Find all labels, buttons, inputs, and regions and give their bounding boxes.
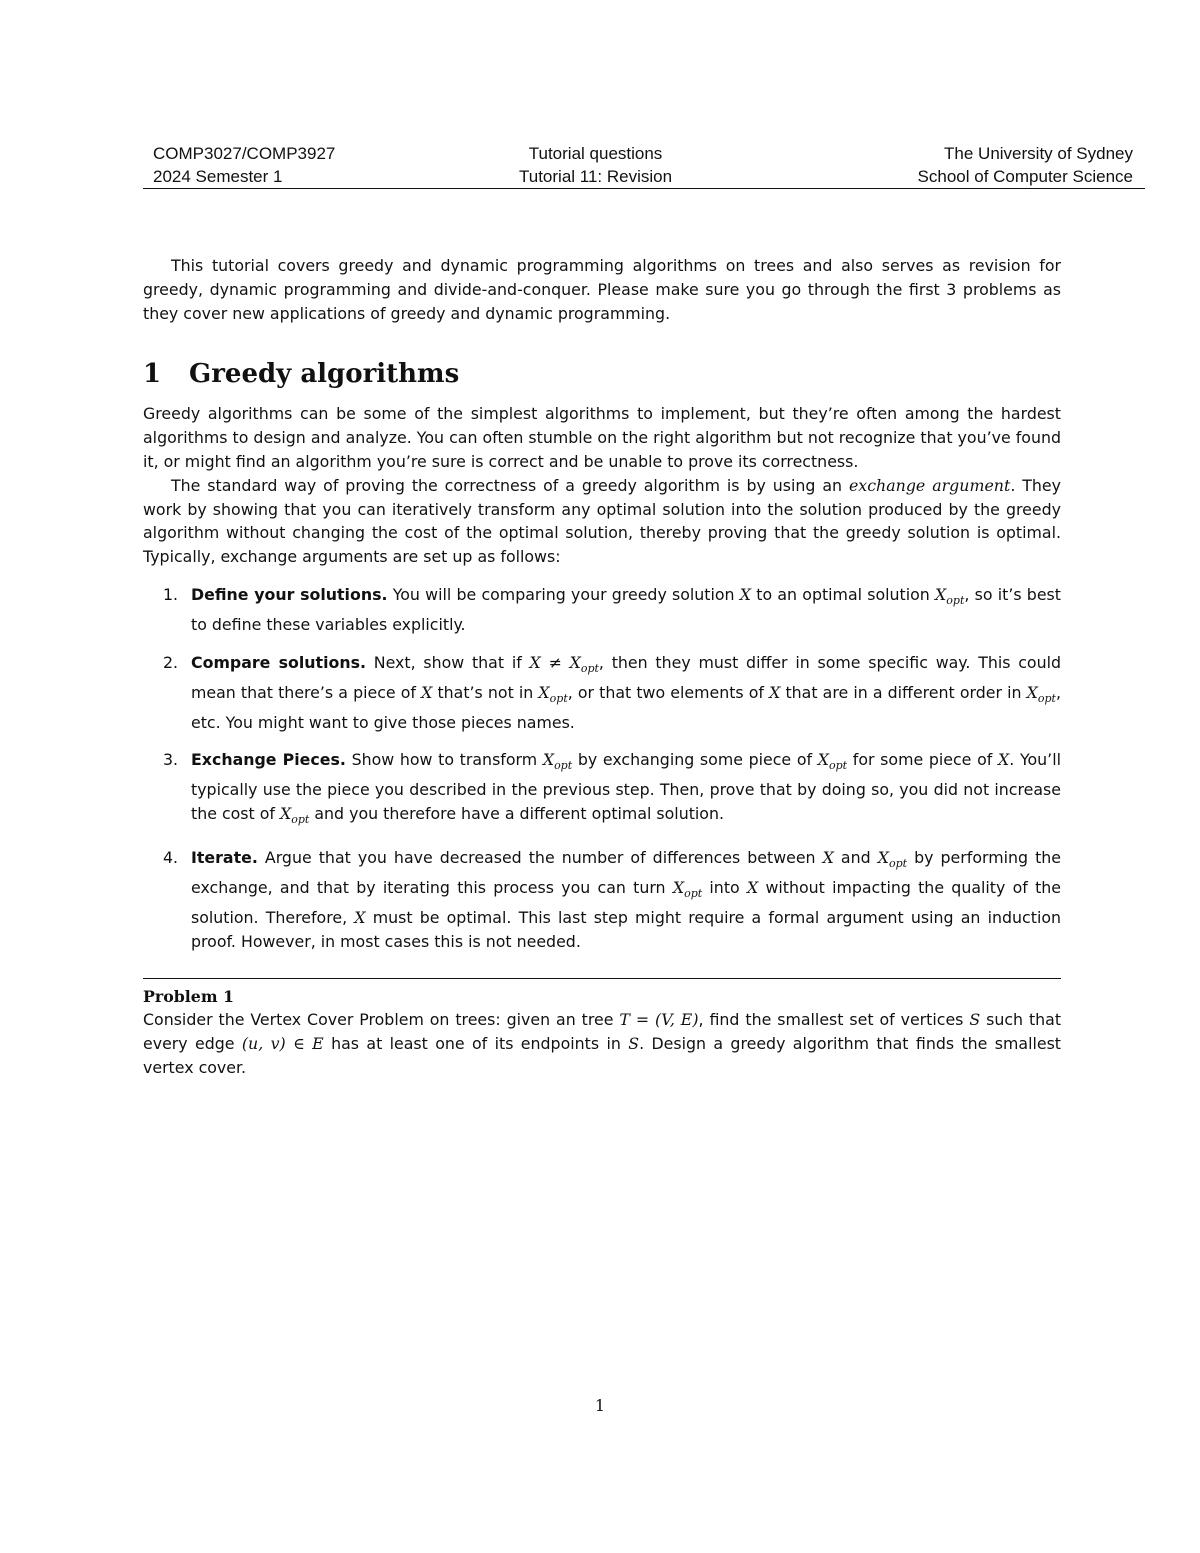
math-x: X <box>421 682 433 702</box>
step-label: Exchange Pieces. <box>191 750 346 770</box>
math-x: X <box>769 682 781 702</box>
page-number: 1 <box>594 1396 606 1415</box>
math-xopt <box>672 878 703 901</box>
problem-statement <box>143 1008 1061 1079</box>
math-base: X <box>935 584 947 604</box>
math-subscript: opt <box>291 813 310 827</box>
math-subscript: opt <box>829 759 848 773</box>
math-x: X <box>354 908 366 928</box>
step-text: without impacting the quality of the solution. Therefore, <box>191 878 1061 928</box>
math-base: X <box>569 652 581 672</box>
math-base: X <box>280 804 292 824</box>
problem-divider <box>143 978 1061 979</box>
math-eq: = <box>629 1010 656 1030</box>
section-title: Greedy algorithms <box>189 359 460 390</box>
university: The University of Sydney <box>944 144 1133 163</box>
math-x: X <box>739 584 752 604</box>
math-in: ∈ <box>285 1034 313 1054</box>
intro-paragraph: This tutorial covers greedy and dynamic programming algorithms on trees and also serves as revision for greedy, dynamic programming and divide-and-conquer. Please make sure you go through the first 3 problems as they cover new applications of greedy and dynamic programming. <box>143 256 1061 323</box>
math-x: X <box>998 750 1010 770</box>
problem-text: , find the smallest set of vertices <box>698 1010 970 1030</box>
doc-type: Tutorial questions <box>528 144 663 163</box>
math-subscript: opt <box>554 759 573 773</box>
tutorial-title: Tutorial 11: Revision <box>519 167 673 186</box>
header-middle <box>519 142 672 188</box>
math-ve: (V, E) <box>655 1010 699 1030</box>
step-text: that are in a different order in <box>780 682 1027 702</box>
list-marker: 1. <box>163 584 179 604</box>
math-xopt <box>1026 682 1056 705</box>
math-xopt <box>935 584 965 608</box>
step-text: and <box>833 848 878 868</box>
step-text: for some piece of <box>847 750 998 770</box>
math-xopt <box>817 750 848 773</box>
step-label: Iterate. <box>191 848 258 868</box>
step-text: , so it’s best to define these variables explicitly. <box>191 584 1061 634</box>
math-xopt <box>569 652 599 675</box>
step-label: Compare solutions. <box>191 652 367 672</box>
step-text: Next, show that if <box>373 652 530 672</box>
para2-text-a: The standard way of proving the correctness of a greedy algorithm is by using an <box>171 475 849 495</box>
step-text: must be optimal. This last step might require a formal argument using an induction proof. However, in most cases this is not needed. <box>191 908 1062 951</box>
list-marker: 2. <box>163 652 179 672</box>
greedy-paragraph-2 <box>143 474 1061 569</box>
step-text: , etc. You might want to give those pieces names. <box>191 682 1061 732</box>
step-text: You will be comparing your greedy solution <box>392 584 740 604</box>
math-subscript: opt <box>946 594 965 608</box>
math-neq: ≠ <box>540 652 570 672</box>
step-text: , then they must differ in some specific way. This could mean that there’s a piece of <box>191 652 1062 702</box>
problem-text: . Design a greedy algorithm that finds the smallest vertex cover. <box>143 1034 1061 1078</box>
list-item <box>143 748 1061 832</box>
step-text: . You’ll typically use the piece you described in the previous step. Then, prove that by doing so, you did not increase the cost of <box>191 750 1061 824</box>
step-text: Show how to transform <box>351 750 543 770</box>
step-text: , or that two elements of <box>567 682 770 702</box>
math-subscript: opt <box>580 661 599 675</box>
math-subscript: opt <box>888 857 908 871</box>
math-base: X <box>877 848 889 868</box>
math-xopt <box>542 750 573 773</box>
problem-text: has at least one of its endpoints in <box>323 1034 629 1054</box>
math-x: X <box>529 652 541 672</box>
exchange-steps-list <box>143 583 1061 954</box>
math-xopt <box>280 804 310 827</box>
math-x: X <box>822 848 834 868</box>
math-uv: (u, v) <box>241 1034 286 1054</box>
math-base: X <box>672 878 685 898</box>
semester: 2024 Semester 1 <box>153 167 283 186</box>
section-heading <box>143 357 1061 391</box>
math-xopt <box>877 848 908 871</box>
math-subscript: opt <box>684 887 703 901</box>
list-item <box>143 583 1061 637</box>
list-item <box>143 846 1061 954</box>
list-marker: 4. <box>163 848 179 868</box>
math-base: X <box>538 682 550 702</box>
section-number: 1 <box>143 359 162 390</box>
math-base: X <box>542 750 555 770</box>
math-e: E <box>312 1034 324 1054</box>
problem-text: such that every edge <box>143 1010 1062 1054</box>
math-subscript: opt <box>1037 691 1056 705</box>
greedy-paragraph-1: Greedy algorithms can be some of the simplest algorithms to implement, but they’re often among the hardest algorithms to design and analyze. You can often stumble on the right algorithm but not recognize that you’ve found it, or might find an algorithm you’re sure is correct and be unable to prove its correctness. <box>143 404 1061 471</box>
step-text: to an optimal solution <box>751 584 936 604</box>
math-s: S <box>969 1010 981 1030</box>
math-t: T <box>619 1010 630 1030</box>
school: School of Computer Science <box>917 167 1133 186</box>
math-x: X <box>746 878 759 898</box>
step-text: that’s not in <box>432 682 539 702</box>
step-text: Argue that you have decreased the number of differences between <box>264 848 823 868</box>
page-body <box>143 254 1061 1080</box>
header-right <box>918 142 1133 188</box>
step-text: by performing the exchange, and that by iterating this process you can turn <box>191 848 1061 898</box>
math-xopt <box>538 682 568 705</box>
math-subscript: opt <box>549 691 568 705</box>
problem-title: Problem 1 <box>143 986 235 1006</box>
math-base: X <box>1026 682 1038 702</box>
course-code: COMP3027/COMP3927 <box>153 144 336 163</box>
para2-text-b: . They work by showing that you can iteratively transform any optimal solution into the solution produced by the greedy algorithm without changing the cost of the optimal solution, thereby proving that the greedy solution is optimal. Typically, exchange arguments are set up as follows: <box>143 475 1061 567</box>
problem-text: Consider the Vertex Cover Problem on trees: given an tree <box>143 1010 620 1030</box>
step-text: and you therefore have a different optimal solution. <box>309 804 724 824</box>
exchange-argument-term: exchange argument <box>848 475 1011 495</box>
header-left <box>153 142 335 188</box>
step-label: Define your solutions. <box>191 584 388 604</box>
math-s: S <box>628 1034 640 1054</box>
page-header <box>143 142 1145 189</box>
step-text: by exchanging some piece of <box>572 750 818 770</box>
step-text: into <box>702 878 747 898</box>
list-item <box>143 651 1061 735</box>
math-base: X <box>817 750 829 770</box>
list-marker: 3. <box>163 750 179 770</box>
